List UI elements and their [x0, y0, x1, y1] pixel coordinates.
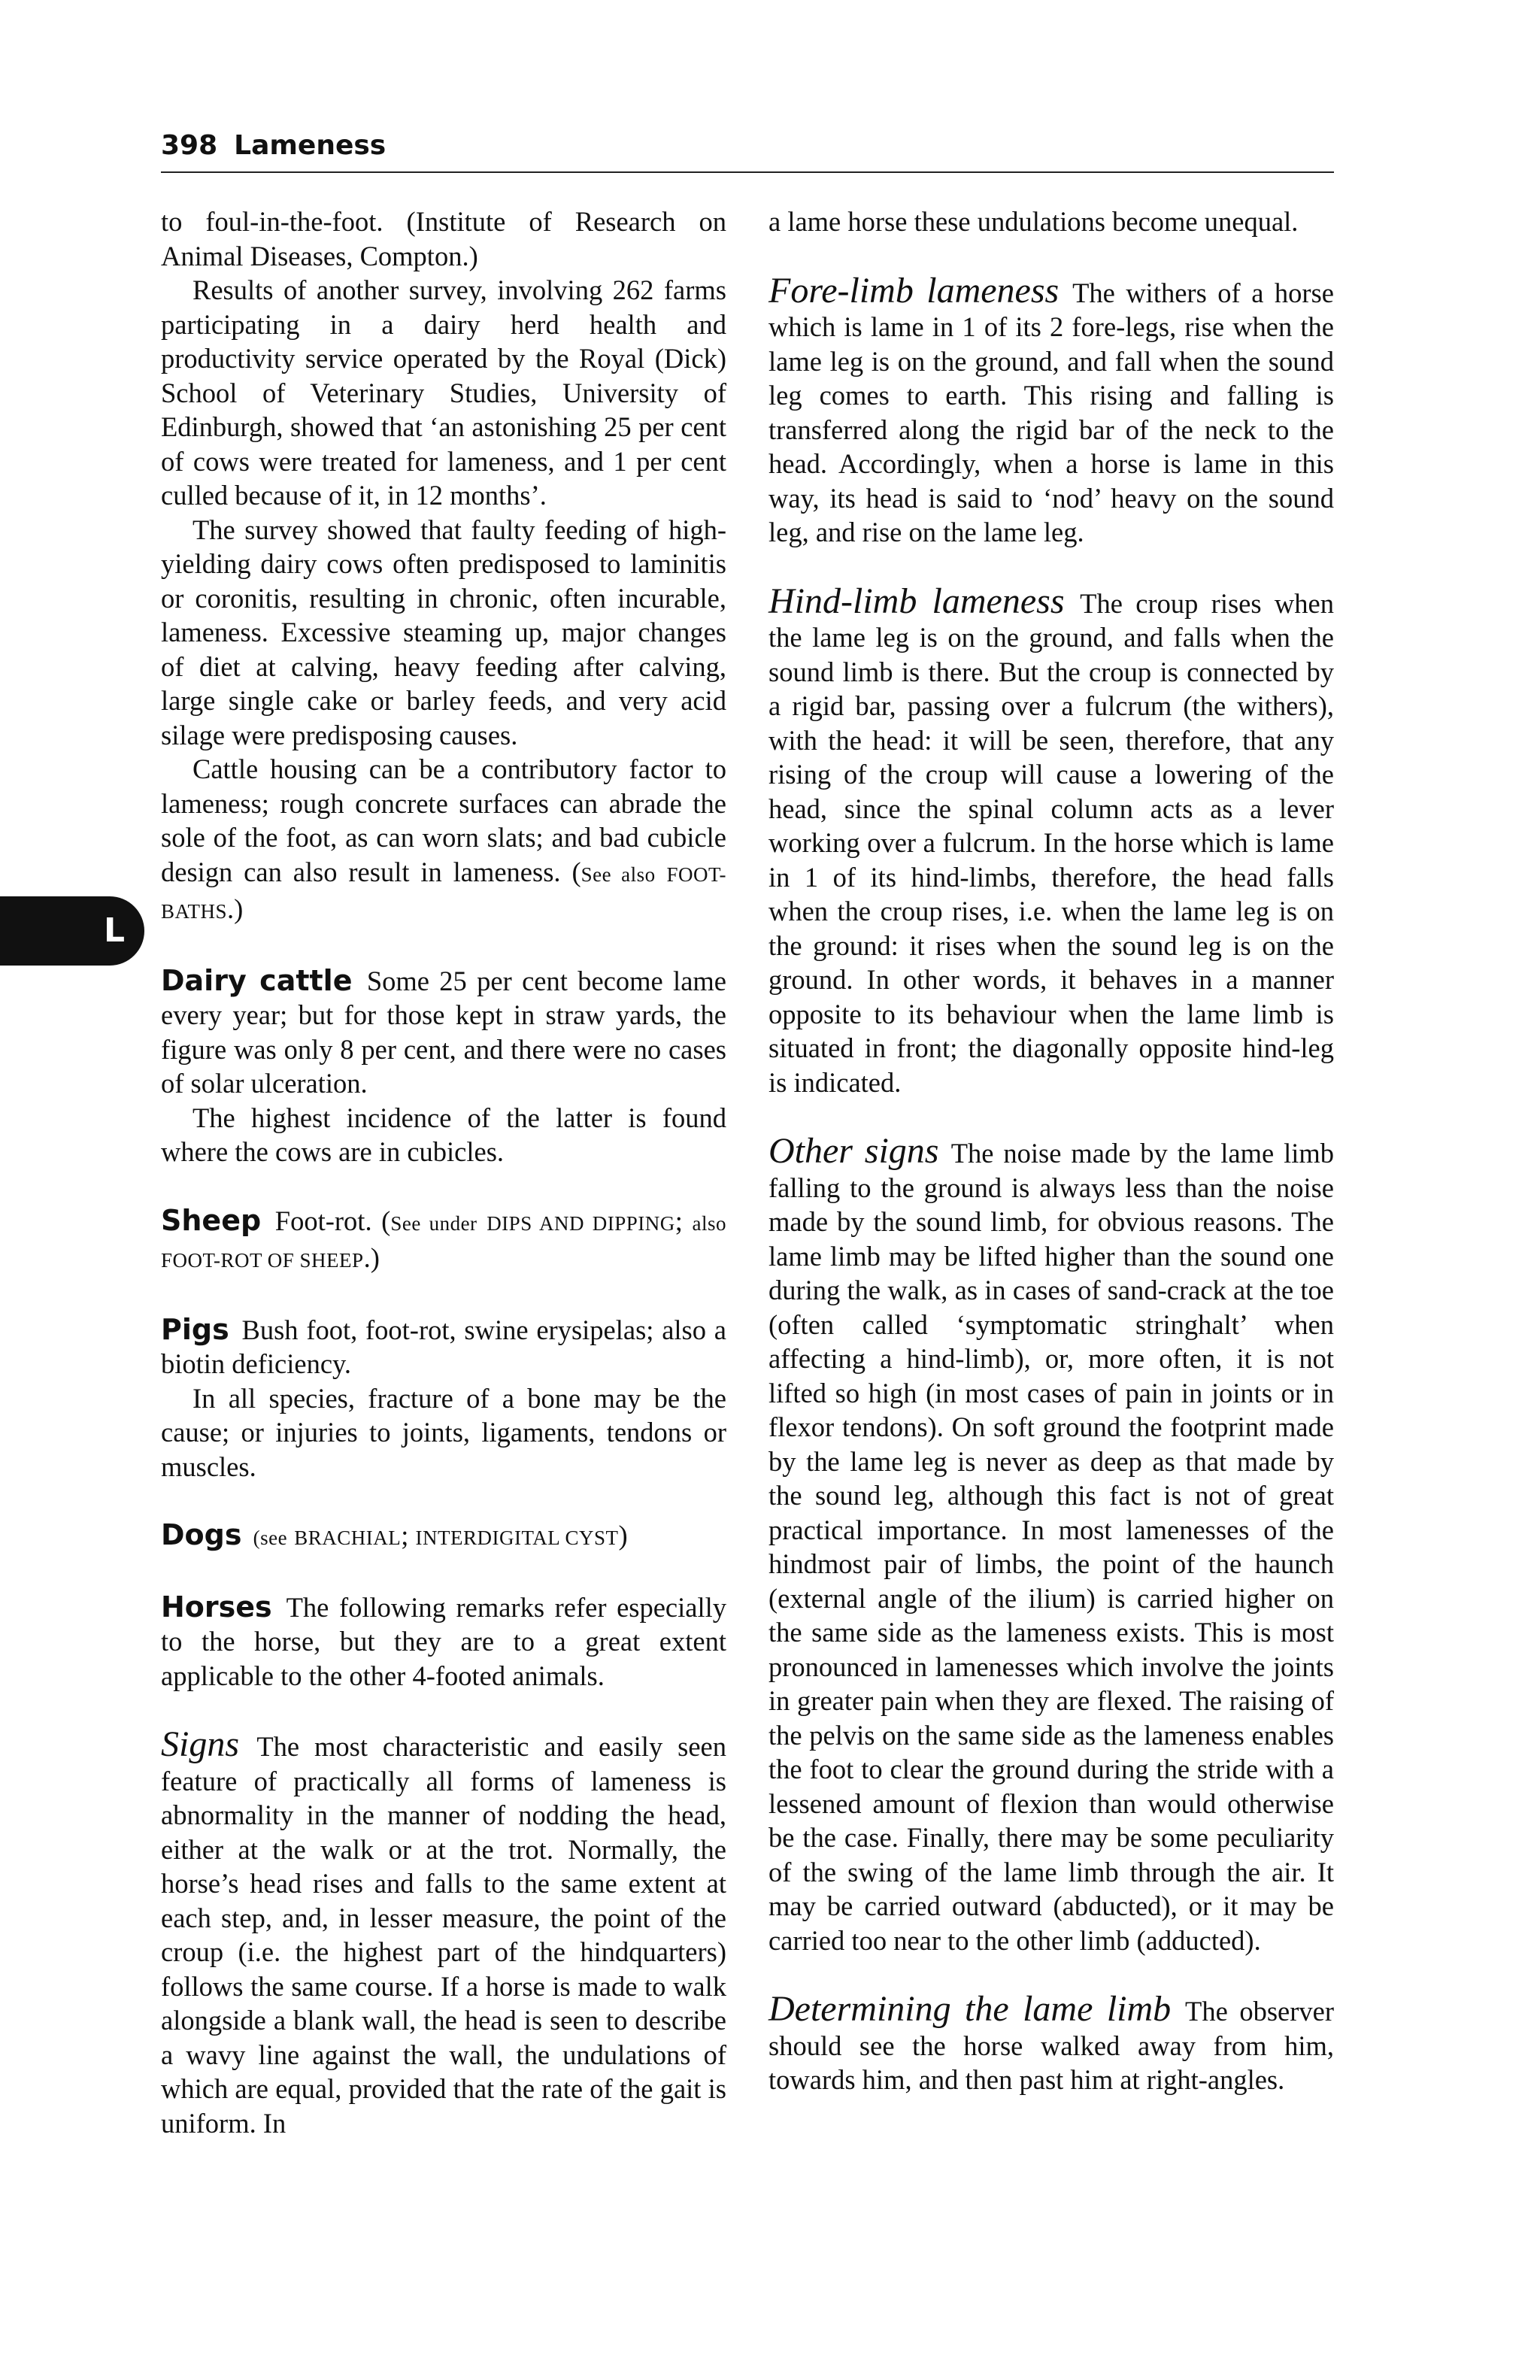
paragraph: The survey showed that faulty feeding of high-yielding dairy cows often predisposed to laminitis or coronitis, resulting in chronic, often incurable, lameness. Excessive steaming up, major changes of diet at calving, heavy feeding after calving, large single cake or barley feeds, and very acid silage were predisposing causes. — [161, 514, 726, 750]
subsection-heading: Determining the lame limb — [768, 1989, 1172, 2029]
page-number: 398 — [161, 130, 218, 161]
thumb-index-tab — [0, 896, 144, 966]
section-heading: Pigs — [161, 1312, 229, 1346]
running-title: Lameness — [234, 130, 387, 161]
right-column — [768, 205, 1334, 2097]
cross-ref-term: INTERDIGITAL CYST — [415, 1527, 619, 1549]
section-text: The following remarks refer especially to the horse, but they are to a great extent applicable to the other 4-footed animals. — [161, 1591, 726, 1691]
cross-ref-separator: ; — [401, 1520, 409, 1551]
cross-ref-close: .) — [227, 893, 244, 924]
paragraph: The highest incidence of the latter is found where the cows are in cubicles. — [161, 1102, 726, 1167]
thumb-index-letter: L — [103, 911, 125, 950]
section-sheep — [161, 1204, 726, 1278]
cross-ref-see: See under — [390, 1211, 477, 1235]
cross-ref-separator: ; — [675, 1205, 683, 1236]
section-pigs — [161, 1313, 726, 1381]
cross-ref-see: (see — [253, 1527, 288, 1549]
section-horses — [161, 1590, 726, 1693]
subsection-signs — [161, 1724, 726, 2140]
cross-ref-see: See also — [581, 863, 656, 886]
paragraph — [161, 752, 726, 929]
section-dogs — [161, 1518, 726, 1556]
paragraph-text: Cattle housing can be a contributory factor to lameness; rough concrete surfaces can abrade the sole of the foot, as can worn slats; and bad cubicle design can also result in lameness. — [161, 753, 726, 887]
subsection-heading: Signs — [161, 1724, 240, 1764]
cross-ref-term: DIPS AND DIPPING — [487, 1211, 675, 1235]
section-text: The withers of a horse which is lame in 1 of its 2 fore-legs, rise when the lame leg is on the ground, and fall when the sound leg comes to earth. This rising and falling is transferred along the rigid bar of the neck to the head. Accordingly, when a horse is lame in this way, its head is said to ‘nod’ heavy on the sound leg, and rise on the lame leg. — [768, 277, 1334, 547]
section-text: The croup rises when the lame leg is on the ground, and falls when the sound limb is there. But the croup is connected by a rigid bar, passing over a fulcrum (the withers), with the head: it will be seen, therefore, that any rising of the croup will cause a lowering of the head, since the spinal column acts as a lever working over a fulcrum. In the horse which is lame in 1 of its hind-limbs, therefore, the head falls when the croup rises, i.e. when the lame leg is on the ground: it rises when the sound leg is on the ground. In other words, it behaves in a manner opposite to its behaviour when the lame limb is situated in front; the diagonally opposite hind-leg is indicated. — [768, 587, 1334, 1098]
section-text: The observer should see the horse walked away from him, towards him, and then past him at right-angles. — [768, 1996, 1334, 2095]
section-heading: Horses — [161, 1590, 272, 1624]
left-column — [161, 205, 726, 2140]
cross-ref-open: ( — [571, 856, 581, 887]
cross-ref-close: .) — [363, 1242, 380, 1273]
cross-ref-term: FOOT-ROT OF SHEEP — [161, 1249, 364, 1272]
section-text: The noise made by the lame limb falling to the ground is always less than the noise made by the sound limb, for obvious reasons. The lame limb may be lifted higher than the sound one during the walk, as in cases of sand-crack at the toe (often called ‘symptomatic stringhalt’ when affecting a hind-limb), or, more often, it is not lifted so high (in most cases of pain in joints or in flexor tendons). On soft ground the footprint made by the lame leg is never as deep as that made by the sound leg, although this fact is not of great practical importance. In most lamenesses of the hindmost pair of limbs, the point of the haunch (external angle of the ilium) is carried higher on the same side as the lameness exists. This is most pronounced in lamenesses which involve the joints in greater pain when they are flexed. The raising of the pelvis on the same side as the lameness enables the foot to clear the ground during the stride with a lessened amount of flexion than would otherwise be the case. Finally, there may be some peculiarity of the swing of the lame limb through the air. It may be carried outward (abducted), or it may be carried too near to the other limb (adducted). — [768, 1138, 1334, 1956]
paragraph: In all species, fracture of a bone may be the cause; or injuries to joints, ligaments, tendons or muscles. — [161, 1382, 726, 1482]
section-heading: Sheep — [161, 1203, 262, 1237]
paragraph: Results of another survey, involving 262 farms participating in a dairy herd health and productivity service operated by the Royal (Dick) School of Veterinary Studies, University of Edinburgh, showed that ‘an astonishing 25 per cent of cows were treated for lameness, and 1 per cent culled because of it, in 12 months’. — [161, 274, 726, 511]
running-header — [161, 128, 1334, 164]
subsection-fore-limb-lameness — [768, 270, 1334, 550]
paragraph: to foul-in-the-foot. (Institute of Research on Animal Diseases, Compton.) — [161, 206, 726, 271]
subsection-heading: Other signs — [768, 1131, 939, 1171]
section-heading: Dogs — [161, 1518, 242, 1551]
section-text: Some 25 per cent become lame every year; but for those kept in straw yards, the figure was only 8 per cent, and there were no cases of solar ulceration. — [161, 965, 726, 1099]
subsection-heading: Fore-limb lameness — [768, 270, 1060, 311]
section-text: Bush foot, foot-rot, swine erysipelas; also a biotin deficiency. — [161, 1314, 726, 1379]
subsection-heading: Hind-limb lameness — [768, 581, 1065, 621]
cross-ref-also: also — [692, 1211, 727, 1235]
section-heading: Dairy cattle — [161, 963, 353, 997]
subsection-determining-lame-limb — [768, 1989, 1334, 2097]
section-dairy-cattle — [161, 964, 726, 1101]
header-rule — [161, 171, 1334, 173]
subsection-other-signs — [768, 1131, 1334, 1957]
cross-ref-term: FOOT-BATHS — [161, 863, 726, 923]
paragraph: a lame horse these undulations become unequal. — [768, 206, 1299, 237]
section-text: The most characteristic and easily seen feature of practically all forms of lameness is abnormality in the manner of nodding the head, either at the walk or at the trot. Normally, the horse’s head rises and falls to the same extent at each step, and, in lesser measure, the point of the croup (i.e. the highest part of the hindquarters) follows the same course. If a horse is made to walk alongside a blank wall, the head is seen to describe a wavy line against the wall, the undulations of which are equal, provided that the rate of the gait is uniform. In — [161, 1731, 726, 2139]
cross-ref-term: BRACHIAL — [294, 1527, 402, 1549]
subsection-hind-limb-lameness — [768, 581, 1334, 1100]
cross-ref-close: ) — [618, 1520, 628, 1551]
section-text: Foot-rot. ( — [274, 1205, 391, 1236]
